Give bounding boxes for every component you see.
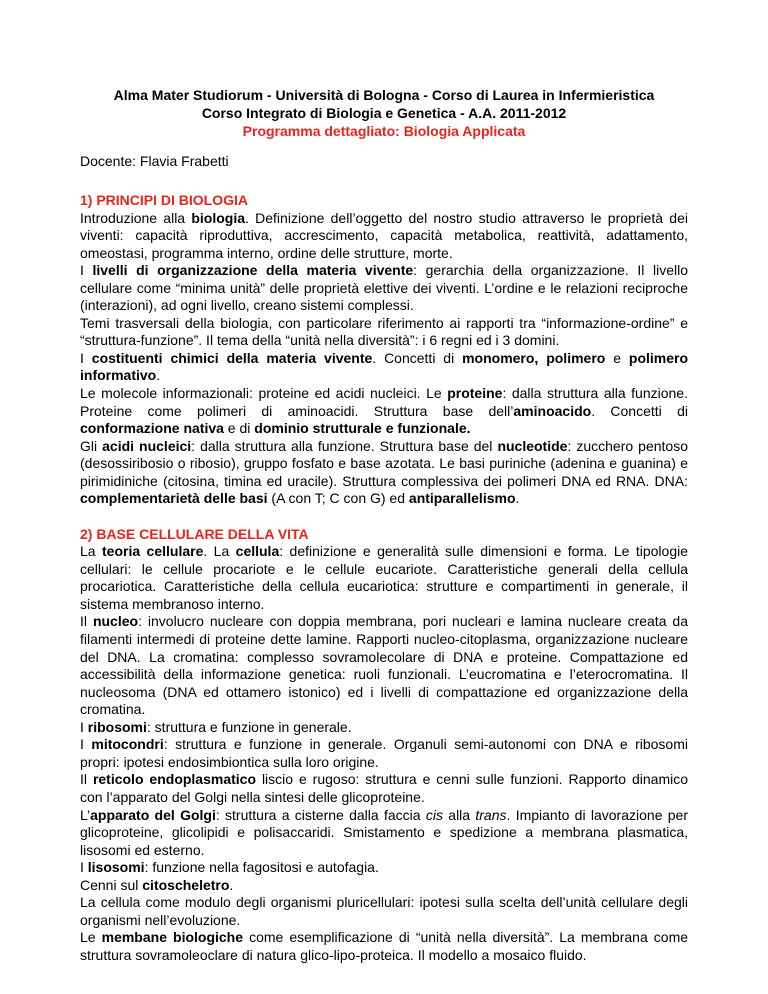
text-run: I (80, 349, 92, 366)
bold-term: proteine (447, 384, 503, 401)
text-run: . La (203, 543, 236, 560)
paragraph (80, 807, 688, 860)
header-university-line: Alma Mater Studiorum - Università di Bologna - Corso di Laurea in Infermieristica (113, 87, 655, 103)
text-run: Il (80, 613, 93, 630)
document-header (80, 86, 688, 140)
text-run: La (80, 543, 102, 560)
text-run: I (80, 859, 88, 876)
paragraph (80, 543, 688, 613)
text-run: . (156, 367, 161, 384)
text-run: : struttura a cisterne dalla faccia (215, 806, 426, 823)
text-run: : struttura e funzione in generale. Organuli semi-autonomi con DNA e ribosomi propri: ipotesi endosimbiontica sulla loro origine. (80, 736, 688, 770)
text-run: : funzione nella fagositosi e autofagia. (144, 859, 379, 876)
text-run: L’ (80, 806, 91, 823)
bold-term: aminoacido (513, 402, 592, 419)
bold-term: cellula (235, 543, 280, 560)
section-title: 1) PRINCIPI DI BIOLOGIA (80, 192, 249, 208)
teacher-line: Docente: Flavia Frabetti (80, 153, 229, 169)
bold-term: citoscheletro (142, 876, 230, 893)
document-page (80, 86, 688, 964)
text-run: Le (80, 929, 102, 946)
text-run: Il (80, 771, 93, 788)
text-run: I (80, 736, 92, 753)
paragraph (80, 315, 688, 350)
paragraph (80, 929, 688, 964)
text-run: Gli (80, 437, 103, 454)
paragraph (80, 719, 688, 737)
text-run: : zucchero pentoso (desossiribosio o ribosio), gruppo fosfato e base azotata. Le basi puriniche (adenina e guanina) e pirimidiniche (citosina, timina ed uracile). Struttura complessiva dei polimeri DNA ed RNA. DNA: (80, 437, 688, 489)
paragraph (80, 877, 688, 895)
text-run: I (80, 262, 93, 279)
text-run: Temi trasversali della biologia, con particolare riferimento ai rapporti tra “informazione-ordine” e “struttura-funzione”. Il tema della “unità nella diversità”: i 6 regni ed i 3 domini. (80, 314, 688, 349)
paragraph (80, 894, 688, 929)
text-run: Le molecole informazionali: proteine ed acidi nucleici. Le (80, 384, 448, 401)
text-run: : definizione e generalità sulle dimensioni e forma. Le tipologie cellulari: le cellule procariote e le cellule eucariote. Caratteristiche generali della cellula procariotica. Caratteristiche della cellula eucariotica: strutture e compartimenti in generale, il sistema membranoso interno. (80, 543, 688, 612)
text-run: . (229, 876, 234, 893)
section-body (80, 543, 688, 964)
bold-term: reticolo endoplasmatico (92, 771, 257, 788)
header-program-title: Programma dettagliato: Biologia Applicata (242, 123, 526, 139)
bold-term: lisosomi (87, 859, 145, 876)
bold-term: ribosomi (87, 718, 147, 735)
bold-term: dominio strutturale e funzionale. (254, 420, 471, 437)
text-run: : dalla struttura alla funzione. Struttura base del (191, 437, 498, 454)
section-body (80, 210, 688, 508)
text-run: : gerarchia della organizzazione. Il livello cellulare come “minima unità” delle proprietà elettive dei viventi. L’ordine e le relazioni reciproche (interazioni), ad ogni livello, creano sistemi complessi. (80, 262, 689, 314)
italic-term: trans (475, 806, 507, 823)
text-run: Introduzione alla (80, 209, 192, 226)
text-run: . Concetti di (372, 349, 463, 366)
section-1 (80, 192, 688, 508)
bold-term: complementarietà delle basi (80, 490, 268, 507)
text-run: La cellula come modulo degli organismi pluricellulari: ipotesi sulla scelta dell’unità cellulare degli organismi nell’evoluzione. (80, 894, 688, 928)
text-run: I (80, 718, 88, 735)
italic-term: cis (425, 806, 443, 823)
text-run: . Impianto di lavorazione per glicoproteine, glicolipidi e polisaccaridi. Smistamento e spedizione a membrana plasmatica, lisosomi ed esterno. (80, 806, 689, 858)
text-run: liscio e rugoso: struttura e cenni sulle funzioni. Rapporto dinamico con l’apparato del Golgi nella sintesi delle glicoproteine. (80, 771, 689, 805)
text-run: : dalla struttura alla funzione. Proteine come polimeri di aminoacidi. Struttura base dell’ (80, 384, 688, 419)
text-run: come esemplificazione di “unità nella diversità”. La membrana come struttura sovramoleoclare di natura glico-lipo-proteica. Il modello a mosaico fluido. (80, 929, 689, 963)
paragraph (80, 859, 688, 877)
bold-term: teoria cellulare (102, 543, 204, 560)
paragraph (80, 438, 688, 508)
text-run: . (515, 490, 520, 507)
section-2 (80, 526, 688, 965)
paragraph (80, 262, 688, 315)
text-run: (A con T; C con G) ed (267, 490, 409, 507)
paragraph (80, 736, 688, 771)
bold-term: nucleo (92, 613, 139, 630)
text-run: : involucro nucleare con doppia membrana, pori nucleari e lamina nucleare creata da filamenti intermedi di proteine dette lamine. Rapporti nucleo-citoplasma, organizzazione nucleare del DNA. La cromatina: complesso sovramolecolare di DNA e proteine. Compattazione ed accessibilità della informazione genetica: ruoli funzionali. L’eucromatina e l’eterocromatina. Il nucleosoma (DNA ed ottamero istonico) ed i livelli di compattazione ed organizzazione della cromatina. (80, 613, 688, 718)
section-title: 2) BASE CELLULARE DELLA VITA (80, 525, 309, 542)
bold-term: antiparallelismo (408, 490, 516, 507)
text-run: alla (442, 806, 476, 823)
paragraph (80, 613, 688, 718)
bold-term: polimero informativo (80, 349, 689, 384)
paragraph (80, 350, 688, 385)
bold-term: nucleotide (497, 437, 568, 454)
bold-term: biologia (191, 209, 246, 226)
bold-term: apparato del Golgi (90, 806, 216, 823)
header-course-line: Corso Integrato di Biologia e Genetica - A.A. 2011-2012 (201, 105, 567, 121)
bold-term: membane biologiche (101, 929, 244, 946)
paragraph (80, 771, 688, 806)
text-run: : struttura e funzione in generale. (146, 718, 352, 735)
text-run: Cenni sul (80, 876, 143, 893)
bold-term: conformazione nativa (80, 420, 224, 437)
text-run: . Concetti di (591, 402, 688, 419)
bold-term: acidi nucleici (102, 437, 192, 454)
paragraph (80, 210, 688, 263)
bold-term: costituenti chimici della materia vivente (91, 349, 373, 366)
text-run: e di (223, 420, 255, 437)
bold-term: monomero, polimero (462, 349, 606, 366)
bold-term: mitocondri (91, 736, 164, 753)
text-run: . Definizione dell’oggetto del nostro studio attraverso le proprietà dei viventi: capacità riproduttiva, accrescimento, capacità metabolica, reattività, adattamento, omeostasi, programma interno, ordine delle strutture, morte. (80, 209, 688, 261)
bold-term: livelli di organizzazione della materia vivente (92, 262, 414, 279)
text-run: e (605, 349, 629, 366)
paragraph (80, 385, 688, 438)
